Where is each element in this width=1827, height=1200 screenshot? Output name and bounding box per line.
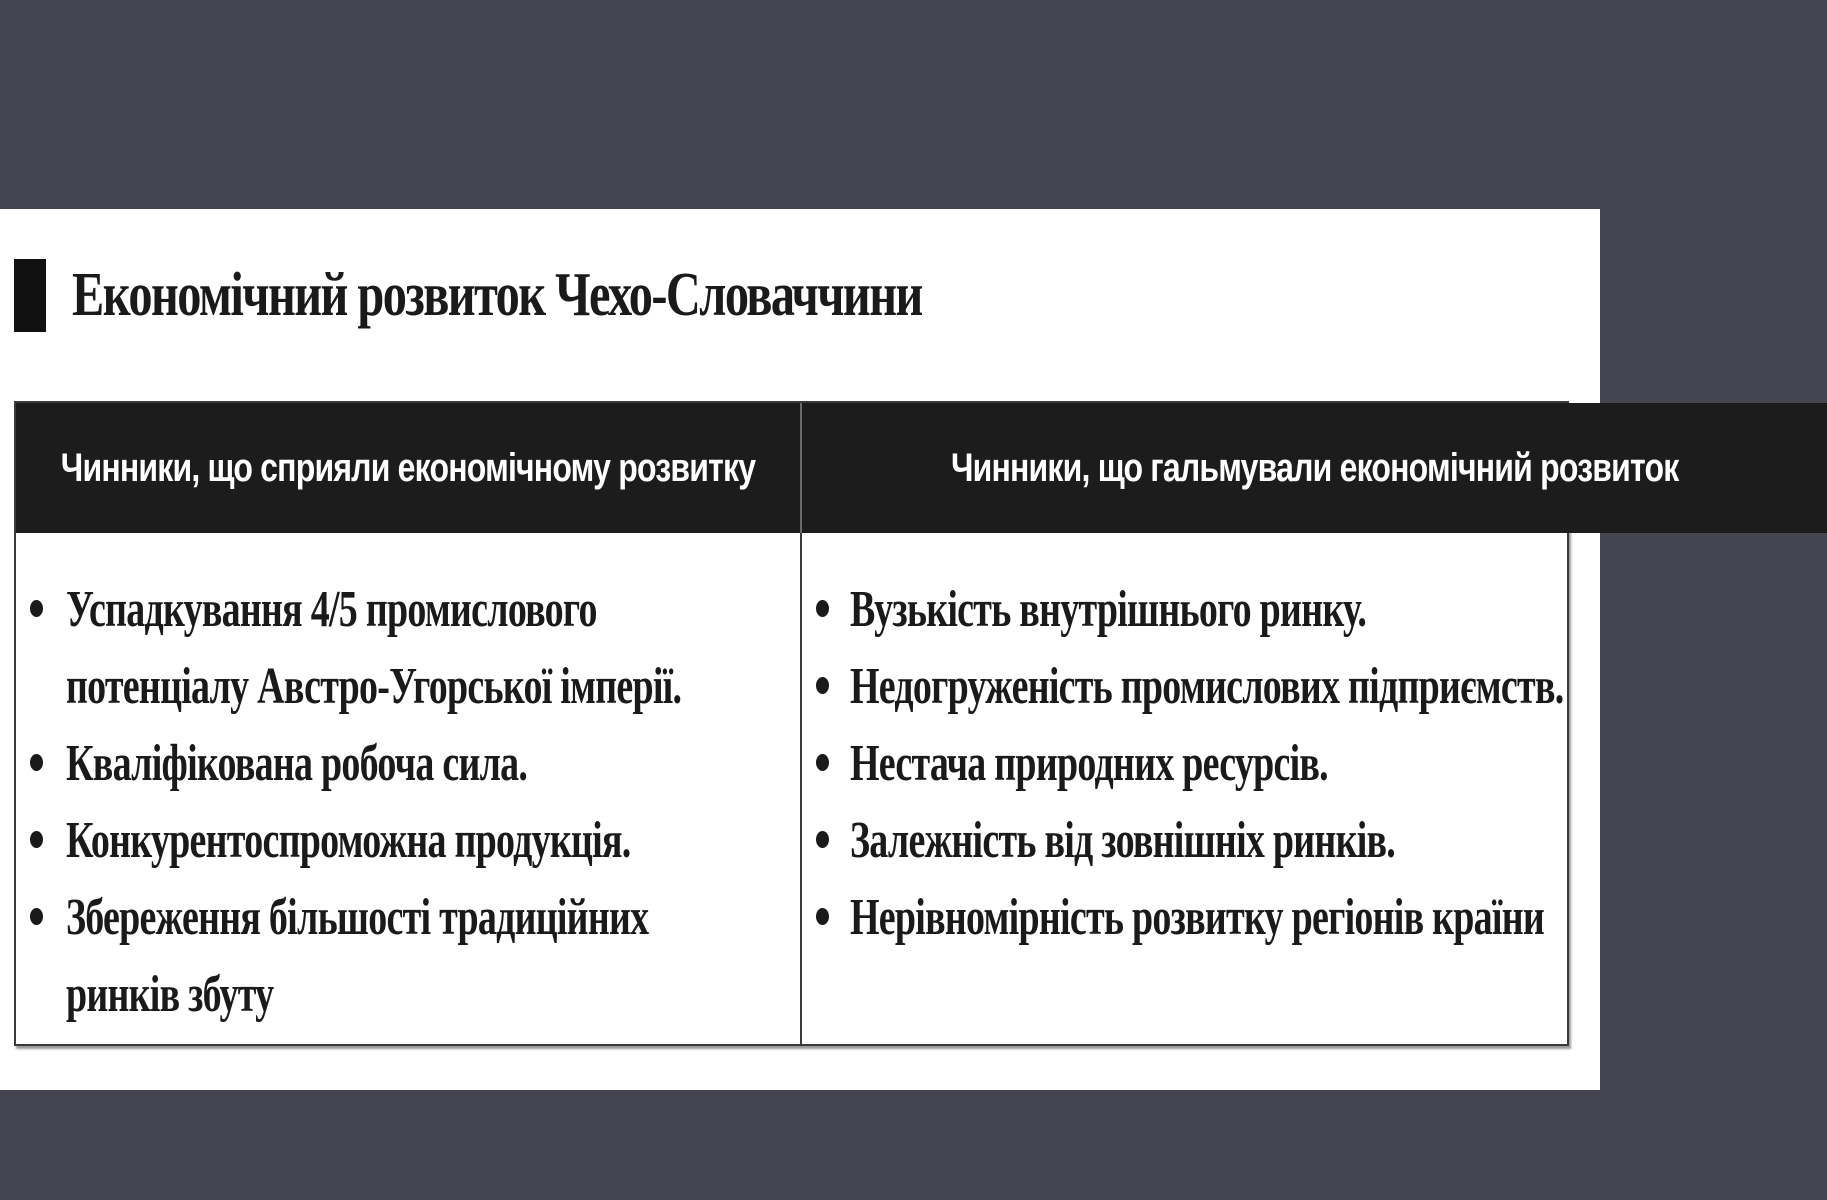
header-negative-label: Чинники, що гальмували економічний розвиток xyxy=(950,445,1679,490)
bullet-dot-icon xyxy=(816,600,829,617)
negative-factors-cell xyxy=(802,533,1827,1044)
bullet-dot-icon xyxy=(816,831,829,848)
positive-factor-text: Кваліфікована робоча сила. xyxy=(66,735,528,792)
slide-title: Економічний розвиток Чехо-Словаччини xyxy=(72,260,922,329)
list-item xyxy=(802,571,1827,648)
negative-factor-text: Нестача природних ресурсів. xyxy=(850,735,1328,792)
bullet-dot-icon xyxy=(816,908,829,925)
list-item xyxy=(16,879,800,1033)
bullet-dot-icon xyxy=(816,754,829,771)
negative-factor-text: Нерівномірність розвитку регіонів країни xyxy=(850,889,1545,946)
positive-factors-list xyxy=(16,571,800,1033)
negative-factors-list xyxy=(802,571,1827,956)
square-bullet-icon xyxy=(14,259,46,332)
header-positive-factors xyxy=(16,403,802,533)
negative-factor-text: Залежність від зовнішніх ринків. xyxy=(850,812,1396,869)
list-item xyxy=(802,725,1827,802)
bullet-dot-icon xyxy=(30,600,43,617)
list-item xyxy=(16,725,800,802)
list-item xyxy=(802,802,1827,879)
factors-table xyxy=(14,401,1679,1046)
bullet-dot-icon xyxy=(30,754,43,771)
negative-factor-text: Недогруженість промислових підприємств. xyxy=(850,658,1564,715)
header-negative-factors xyxy=(802,403,1827,533)
bullet-dot-icon xyxy=(816,677,829,694)
slide-heading xyxy=(14,255,1162,335)
positive-factors-cell xyxy=(16,533,802,1044)
bullet-dot-icon xyxy=(30,831,43,848)
header-positive-label: Чинники, що сприяли економічному розвитку xyxy=(60,445,756,490)
negative-factor-text: Вузькість внутрішнього ринку. xyxy=(850,581,1367,638)
positive-factor-text: Успадкування 4/5 промислового потенціалу Австро-Угорської імперії. xyxy=(66,581,682,715)
list-item xyxy=(802,879,1827,956)
list-item xyxy=(16,571,800,725)
positive-factor-text: Конкурентоспроможна продукція. xyxy=(66,812,631,869)
list-item xyxy=(16,802,800,879)
list-item xyxy=(802,648,1827,725)
positive-factor-text: Збереження більшості традиційних ринків збуту xyxy=(66,889,649,1023)
bullet-dot-icon xyxy=(30,908,43,925)
